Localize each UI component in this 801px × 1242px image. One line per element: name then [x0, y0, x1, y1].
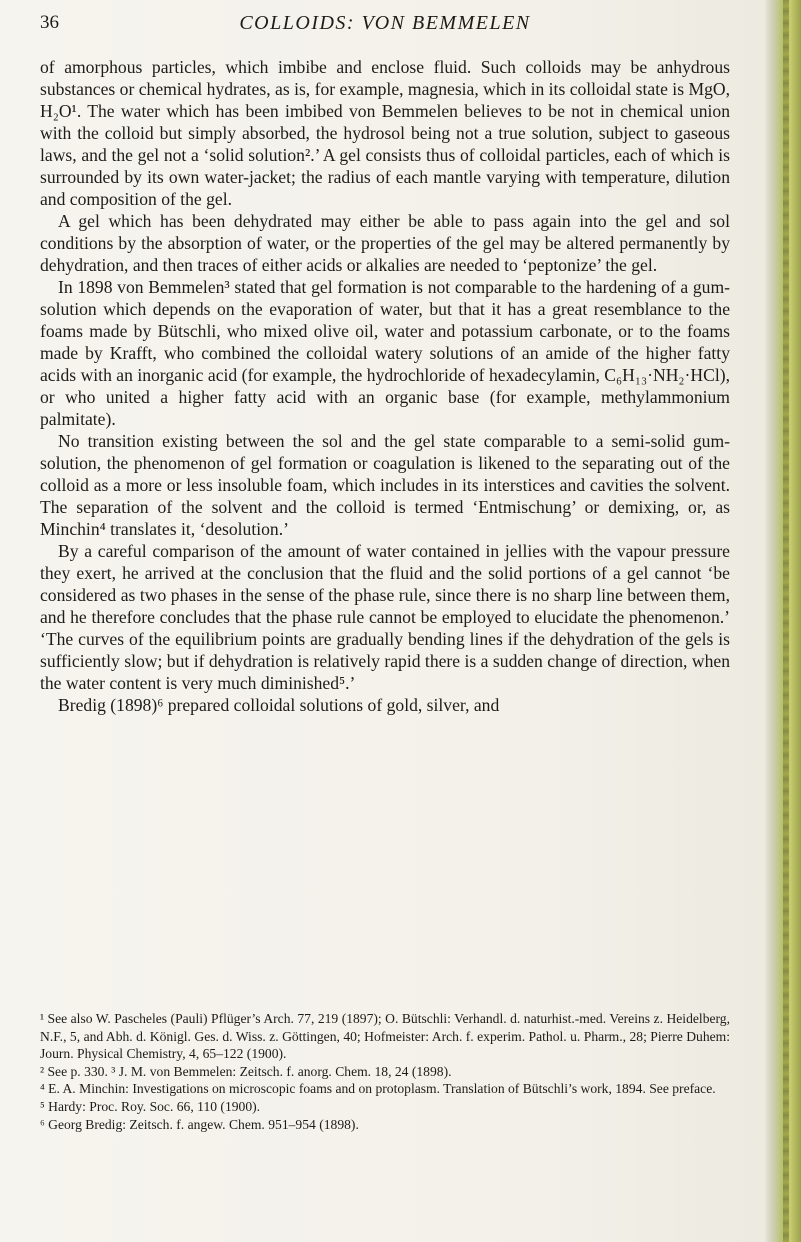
- paragraph: By a careful comparison of the amount of water contained in jellies with the vapour pressure they exert, he arrived at the conclusion that the fluid and the solid portions of a gel cannot ‘be considered as two phases in the sense of the phase rule, since there is no sharp line between them, and he therefore concludes that the phase rule cannot be employed to elucidate the phenomenon.’ ‘The curves of the equilibrium points are gradually bending lines if the dehydration of the gels is sufficiently slow; but if dehydration is relatively rapid there is a sudden change of direction, when the water content is very much diminished⁵.’: [40, 541, 730, 693]
- footnotes: [40, 1010, 730, 1133]
- footnote: ¹ See also W. Pascheles (Pauli) Pflüger’s Arch. 77, 219 (1897); O. Bütschli: Verhandl. d. naturhist.-med. Vereins z. Heidelberg, N.F., 5, and Abh. d. Königl. Ges. d. Wiss. z. Göttingen, 40; Hofmeister: Arch. f. experim. Pathol. u. Pharm., 28; Pierre Duhem: Journ. Physical Chemistry, 4, 65–122 (1900).: [40, 1011, 730, 1062]
- page-header: [40, 12, 730, 42]
- paragraph: In 1898 von Bemmelen³ stated that gel formation is not comparable to the hardening of a gum-solution which depends on the evaporation of water, but that it has a great resemblance to the foams made by Bütschli, who mixed olive oil, water and potassium carbonate, or to the foams made by Krafft, who combined the colloidal watery solutions of an amide of the higher fatty acids with an inorganic acid (for example, the hydrochloride of hexadecylamin, C₆H₁₃·NH₂·HCl), or who united a higher fatty acid with an organic base (for example, methylammonium palmitate).: [40, 277, 730, 429]
- footnote: ⁴ E. A. Minchin: Investigations on microscopic foams and on protoplasm. Translation of Bütschli’s work, 1894. See preface.: [40, 1081, 716, 1097]
- footnote: ⁵ Hardy: Proc. Roy. Soc. 66, 110 (1900).: [40, 1098, 261, 1114]
- main-text: [40, 56, 730, 716]
- footnote: ⁶ Georg Bredig: Zeitsch. f. angew. Chem. 951–954 (1898).: [40, 1116, 359, 1132]
- binding-stitch: [783, 0, 789, 1242]
- page-number: 36: [40, 12, 59, 33]
- paragraph: A gel which has been dehydrated may either be able to pass again into the gel and sol conditions by the absorption of water, or the properties of the gel may be altered permanently by dehydration, and then traces of either acids or alkalies are needed to ‘peptonize’ the gel.: [40, 211, 730, 275]
- footnote: ² See p. 330. ³ J. M. von Bemmelen: Zeitsch. f. anorg. Chem. 18, 24 (1898).: [40, 1063, 452, 1079]
- running-title: COLLOIDS: VON BEMMELEN: [239, 12, 531, 34]
- book-binding-edge: [765, 0, 801, 1242]
- paragraph: No transition existing between the sol and the gel state comparable to a semi-solid gum-solution, the phenomenon of gel formation or coagulation is likened to the separating out of the colloid as a more or less insoluble foam, which includes in its interstices and cavities the solvent. The separation of the solvent and the colloid is termed ‘Entmischung’ or demixing, or, as Minchin⁴ translates it, ‘desolution.’: [40, 431, 730, 539]
- paragraph: Bredig (1898)⁶ prepared colloidal solutions of gold, silver, and: [58, 695, 500, 715]
- paragraph: of amorphous particles, which imbibe and enclose fluid. Such colloids may be anhydrous substances or chemical hydrates, as is, for example, magnesia, which in its colloidal state is MgO, H₂O¹. The water which has been imbibed von Bemmelen believes to be not in chemical union with the colloid but simply absorbed, the hydrosol being not a true solution, subject to gaseous laws, and the gel not a ‘solid solution².’ A gel consists thus of colloidal particles, each of which is surrounded by its own water-jacket; the radius of each mantle varying with temperature, dilution and composition of the gel.: [40, 57, 730, 209]
